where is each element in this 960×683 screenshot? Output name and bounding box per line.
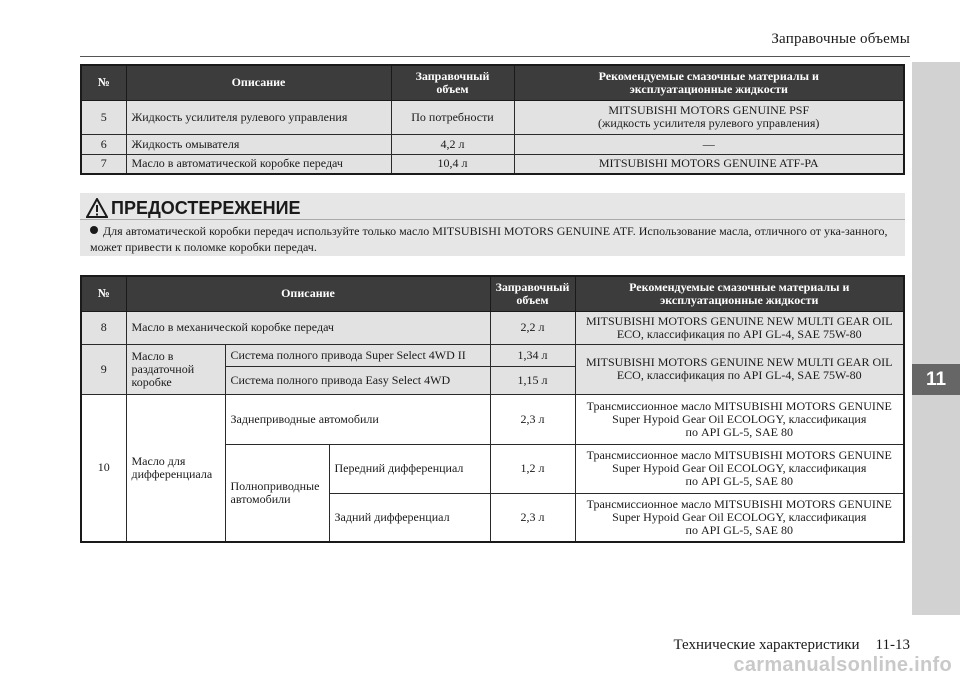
chapter-number-badge: 11 <box>912 364 960 395</box>
bullet-icon <box>90 226 98 234</box>
table-row <box>81 394 904 444</box>
rec-line: по API GL-5, SAE 80 <box>685 474 793 488</box>
rec-line: Трансмиссионное масло MITSUBISHI MOTORS GENUINE <box>586 398 892 413</box>
rec-line: Super Hypoid Gear Oil ECOLOGY, классификация <box>612 509 867 524</box>
row-group-label: Масло для дифференциала <box>126 394 225 542</box>
table-row <box>81 100 904 134</box>
row-volume: 1,15 л <box>490 366 575 394</box>
row-subdescription: Заднеприводные автомобили <box>225 394 490 444</box>
row-recommended <box>575 394 904 444</box>
rec-line: Трансмиссионное масло MITSUBISHI MOTORS GENUINE <box>586 448 892 462</box>
caution-text-block <box>90 223 899 255</box>
row-subitem: Передний дифференциал <box>329 444 490 493</box>
row-recommended: MITSUBISHI MOTORS GENUINE ATF-PA <box>514 154 904 174</box>
row-number: 8 <box>81 311 126 344</box>
header-divider <box>80 56 910 57</box>
rec-line: по API GL-5, SAE 80 <box>685 522 793 537</box>
row-description: Масло в автоматической коробке передач <box>126 154 391 174</box>
page-header-title: Заправочные объемы <box>771 31 910 47</box>
table-row <box>81 154 904 174</box>
row-description: Жидкость омывателя <box>126 134 391 154</box>
row-volume: 1,2 л <box>490 444 575 493</box>
rec-line: ECO, классификация по API GL-4, SAE 75W-80 <box>616 368 862 382</box>
row-recommended: — <box>514 134 904 154</box>
row-recommended <box>514 100 904 134</box>
row-volume: 1,34 л <box>490 344 575 366</box>
rec-line: MITSUBISHI MOTORS GENUINE PSF <box>608 103 810 117</box>
rec-line: Трансмиссионное масло MITSUBISHI MOTORS GENUINE <box>586 496 892 511</box>
table-row <box>81 134 904 154</box>
chapter-side-tab <box>912 62 960 615</box>
caution-box <box>80 193 905 256</box>
capacities-table-2 <box>80 275 905 543</box>
row-volume: По потребности <box>391 100 514 134</box>
row-volume: 10,4 л <box>391 154 514 174</box>
row-volume: 2,3 л <box>490 493 575 542</box>
row-description: Масло в механической коробке передач <box>126 311 490 344</box>
row-recommended <box>575 493 904 542</box>
row-subitem: Задний дифференциал <box>329 493 490 542</box>
col-header-volume: Заправочный объем <box>490 276 575 311</box>
row-description: Жидкость усилителя рулевого управления <box>126 100 391 134</box>
row-recommended <box>575 444 904 493</box>
table-row <box>81 311 904 344</box>
row-group-label: Масло в раздаточной коробке <box>126 344 225 394</box>
caution-divider <box>80 219 905 220</box>
row-number: 10 <box>81 394 126 542</box>
row-volume: 2,2 л <box>490 311 575 344</box>
rec-line: ECO, классификация по API GL-4, SAE 75W-80 <box>616 326 862 341</box>
capacities-table-1 <box>80 64 905 175</box>
footer-section-name: Технические характеристики <box>673 637 860 653</box>
col-header-number: № <box>81 65 126 100</box>
row-number: 9 <box>81 344 126 394</box>
col-header-description: Описание <box>126 65 391 100</box>
col-header-description: Описание <box>126 276 490 311</box>
rec-line: Super Hypoid Gear Oil ECOLOGY, классификация <box>612 411 867 426</box>
table-row <box>81 344 904 366</box>
caution-text: Для автоматической коробки передач используйте только масло MITSUBISHI MOTORS GENUINE ATF. Использование масла, отличного от ука-занного, может привести к поломке коробки передач. <box>90 224 888 254</box>
row-volume: 4,2 л <box>391 134 514 154</box>
page-footer <box>673 637 910 654</box>
rec-line: MITSUBISHI MOTORS GENUINE NEW MULTI GEAR OIL <box>586 355 893 369</box>
warning-triangle-icon <box>86 198 108 218</box>
footer-page-number: 11-13 <box>875 637 910 653</box>
row-number: 5 <box>81 100 126 134</box>
caution-title: ПРЕДОСТЕРЕЖЕНИЕ <box>111 197 301 218</box>
row-subdescription: Система полного привода Super Select 4WD II <box>225 344 490 366</box>
rec-line: Super Hypoid Gear Oil ECOLOGY, классификация <box>612 461 867 475</box>
rec-line: (жидкость усилителя рулевого управления) <box>598 116 820 130</box>
rec-line: MITSUBISHI MOTORS GENUINE NEW MULTI GEAR OIL <box>586 313 893 328</box>
caution-header <box>86 197 301 219</box>
row-subdescription: Система полного привода Easy Select 4WD <box>225 366 490 394</box>
col-header-number: № <box>81 276 126 311</box>
row-number: 6 <box>81 134 126 154</box>
col-header-recommended: Рекомендуемые смазочные материалы и эксплуатационные жидкости <box>514 65 904 100</box>
row-recommended <box>575 344 904 394</box>
row-volume: 2,3 л <box>490 394 575 444</box>
watermark-text: carmanualsonline.info <box>733 654 952 676</box>
rec-line: по API GL-5, SAE 80 <box>685 424 793 439</box>
row-subdescription: Полноприводные автомобили <box>225 444 329 542</box>
row-recommended <box>575 311 904 344</box>
col-header-recommended: Рекомендуемые смазочные материалы и эксплуатационные жидкости <box>575 276 904 311</box>
col-header-volume: Заправочный объем <box>391 65 514 100</box>
row-number: 7 <box>81 154 126 174</box>
